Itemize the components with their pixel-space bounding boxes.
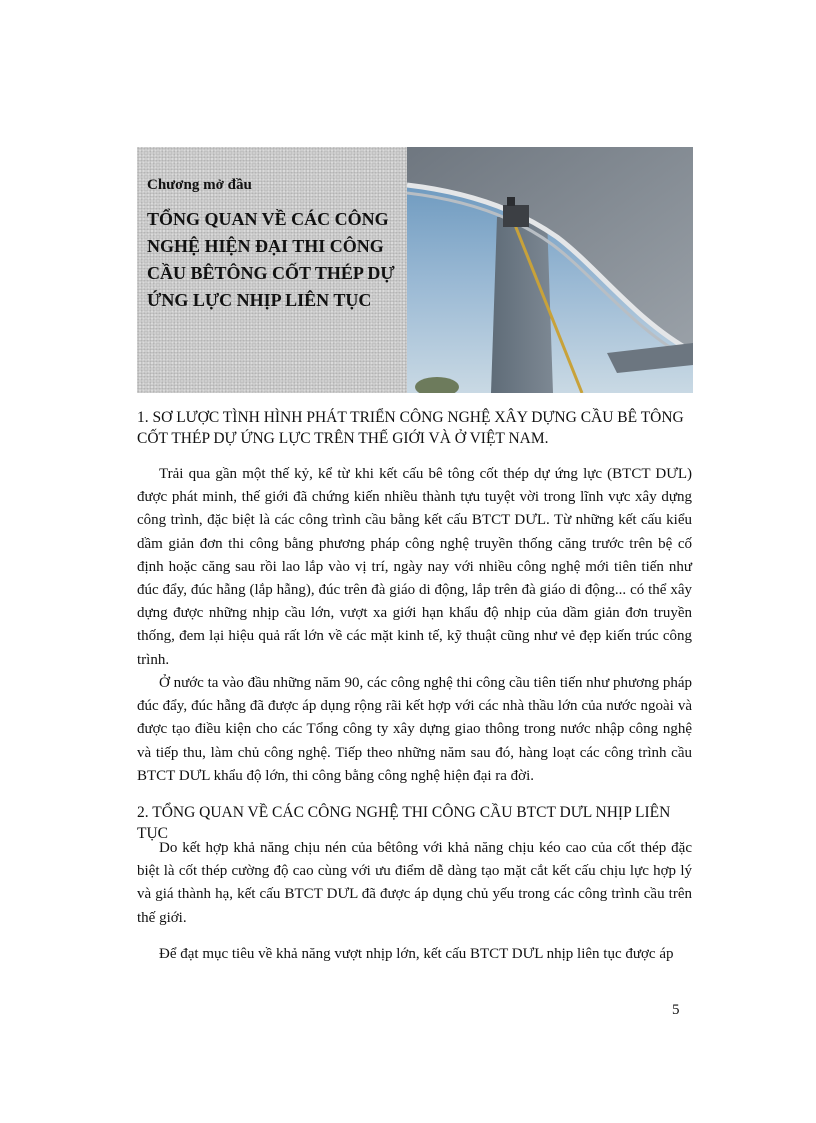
section-1-paragraph-2: Ở nước ta vào đầu những năm 90, các công nghệ thi công cầu tiên tiến như phương pháp đúc đẩy, đúc hẫng đã được áp dụng rộng rãi kết hợp với các nhà thầu lớn của nước ngoài và được tạo điều kiện cho các Tổng công ty xây dựng giao thông trong nước nhập công nghệ và tiếp thu, làm chủ công nghệ. Tiếp theo những năm sau đó, hàng loạt các công trình cầu BTCT DƯL khẩu độ lớn, thi công bằng công nghệ hiện đại ra đời. bbox=[137, 675, 692, 784]
bridge-photo bbox=[407, 147, 693, 393]
section-2-paragraph-1: Do kết hợp khả năng chịu nén của bêtông với khả năng chịu kéo cao của cốt thép đặc biệt là cốt thép cường độ cao cùng với ưu điểm dễ dàng tạo mặt cắt kết cấu chịu lực hợp lý và giá thành hạ, kết cấu BTCT DƯL đã được áp dụng chủ yếu trong các công trình cầu trên thế giới. bbox=[137, 840, 692, 926]
section-2-heading: 2. TỔNG QUAN VỀ CÁC CÔNG NGHỆ THI CÔNG CẦU BTCT DƯL NHỊP LIÊN TỤC bbox=[137, 804, 671, 842]
chapter-label: Chương mở đầu bbox=[147, 177, 252, 193]
page-number: 5 bbox=[672, 1002, 680, 1018]
chapter-title-panel bbox=[137, 147, 407, 393]
section-1-paragraph-1: Trải qua gần một thế kỷ, kể từ khi kết cấu bê tông cốt thép dự ứng lực (BTCT DƯL) được phát minh, thế giới đã chứng kiến nhiều thành tựu tuyệt vời trong lĩnh vực xây dựng công trình, đặc biệt là các công trình cầu bằng kết cấu BTCT DƯL. Từ những kết cấu kiểu dầm giản đơn thi công bằng phương pháp công nghệ truyền thống căng trước trên bệ cố định hoặc căng sau rồi lao lắp vào vị trí, ngày nay với nhiều công nghệ mới tiên tiến như đúc đẩy, đúc hẫng (lắp hẫng), đúc trên đà giáo di động, lắp trên đà giáo di động... có thể xây dựng được những nhịp cầu lớn, vượt xa giới hạn khẩu độ nhịp của dầm giản đơn truyền thống, đem lại hiệu quả rất lớn về các mặt kinh tế, kỹ thuật cũng như vẻ đẹp kiến trúc công trình. bbox=[137, 466, 692, 668]
section-1-heading: 1. SƠ LƯỢC TÌNH HÌNH PHÁT TRIỂN CÔNG NGHỆ XÂY DỰNG CẦU BÊ TÔNG CỐT THÉP DỰ ỨNG LỰC TRÊN THẾ GIỚI VÀ Ở VIỆT NAM. bbox=[137, 409, 684, 447]
chapter-banner bbox=[137, 147, 693, 393]
section-2-paragraph-2: Để đạt mục tiêu về khả năng vượt nhịp lớn, kết cấu BTCT DƯL nhịp liên tục được áp bbox=[159, 946, 674, 962]
chapter-title: TỔNG QUAN VỀ CÁC CÔNG NGHỆ HIỆN ĐẠI THI CÔNG CẦU BÊTÔNG CỐT THÉP DỰ ỨNG LỰC NHỊP LIÊN TỤC bbox=[147, 209, 395, 310]
